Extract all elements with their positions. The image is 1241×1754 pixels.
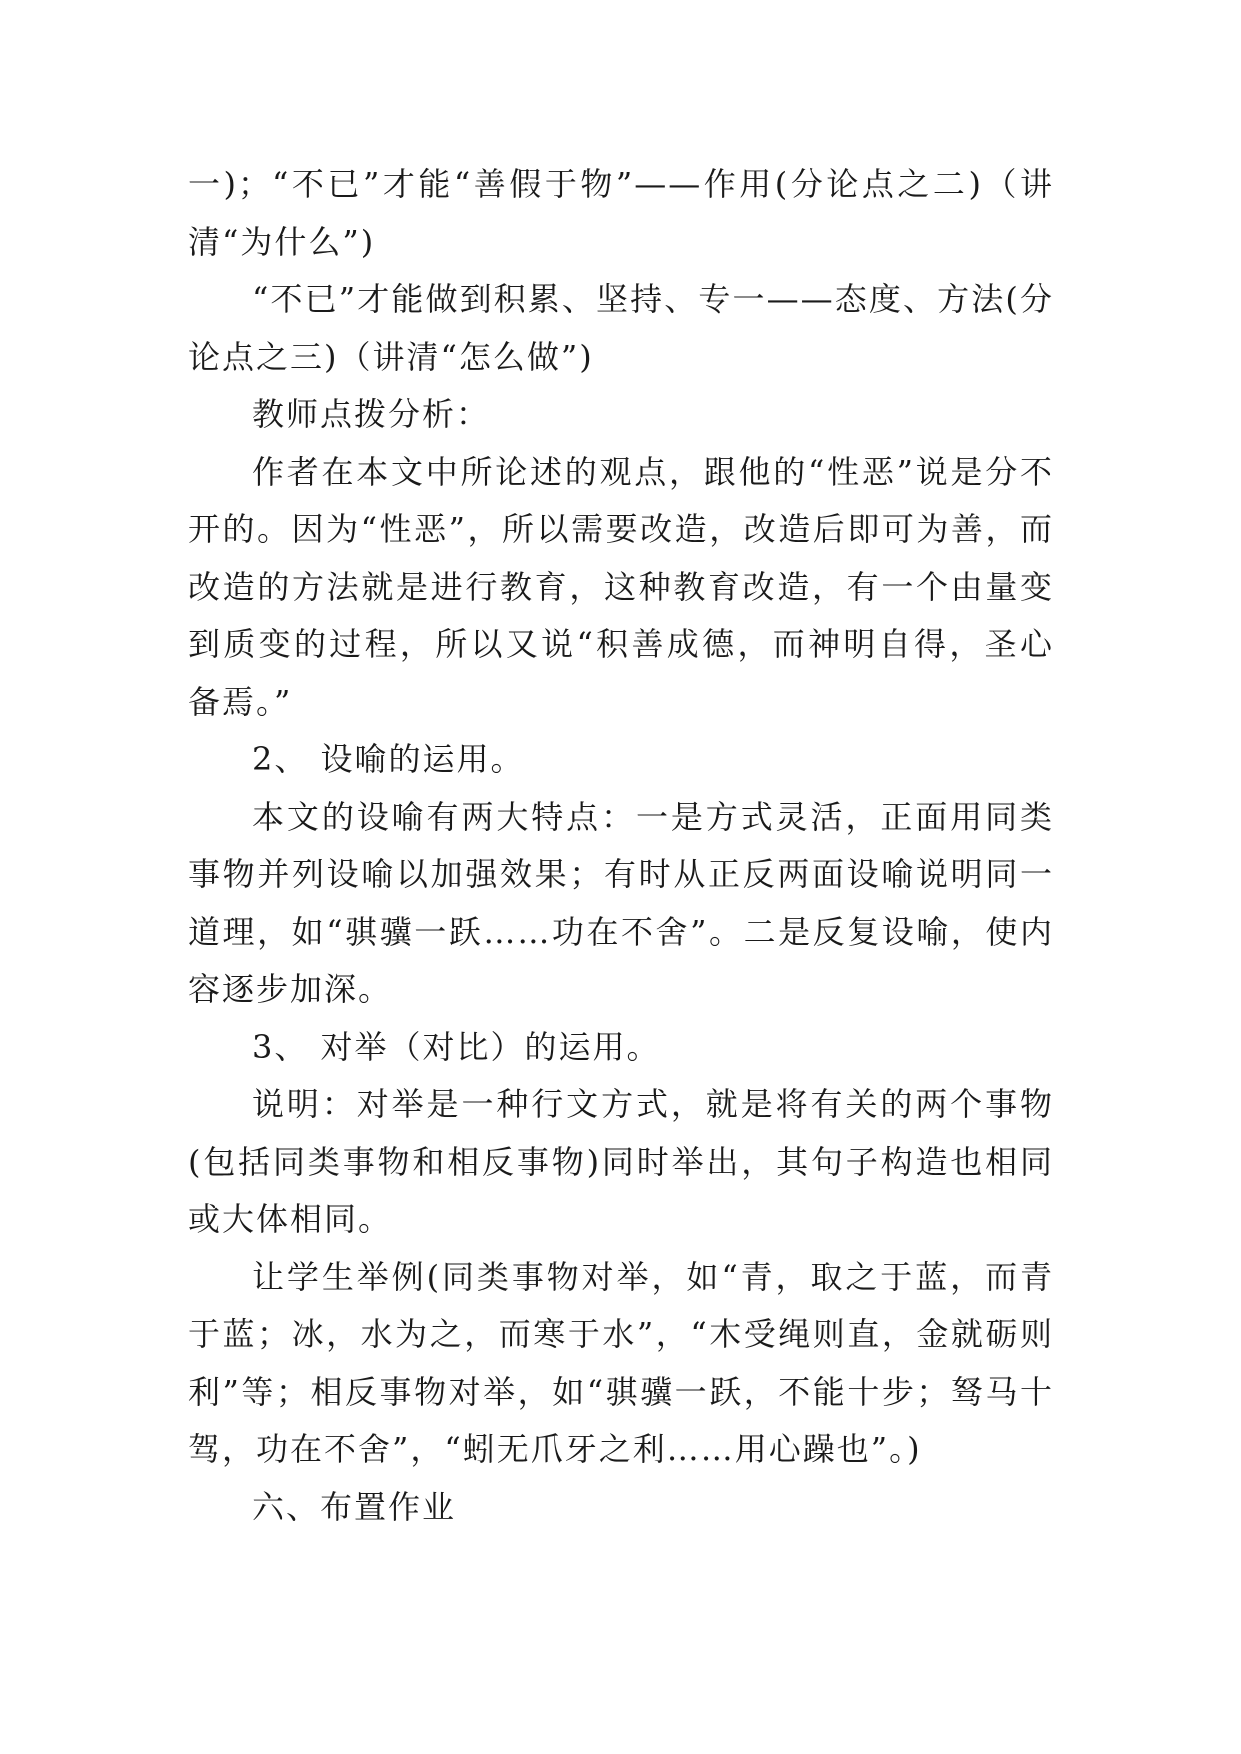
section-heading-6: 六、布置作业: [252, 1487, 457, 1526]
document-body: [188, 156, 1054, 1536]
paragraph-6: 说明：对举是一种行文方式，就是将有关的两个事物(包括同类事物和相反事物)同时举出，其句子构造也相同或大体相同。: [188, 1085, 1054, 1238]
paragraph-2: “不已”才能做到积累、坚持、专一——态度、方法(分论点之三)（讲清“怎么做”): [188, 280, 1054, 376]
paragraph-7: 让学生举例(同类事物对举，如“青，取之于蓝，而青于蓝；冰，水为之，而寒于水”，“木受绳则直，金就砺则利”等；相反事物对举，如“骐骥一跃，不能十步；驽马十驾，功在不舍”，“蚓无爪牙之利……用心躁也”。): [188, 1257, 1054, 1468]
paragraph-3: 教师点拨分析：: [252, 395, 491, 433]
paragraph-4: 作者在本文中所论述的观点，跟他的“性恶”说是分不开的。因为“性恶”，所以需要改造，改造后即可为善，而改造的方法就是进行教育，这种教育改造，有一个由量变到质变的过程，所以又说“积善成德，而神明自得，圣心备焉。”: [188, 452, 1054, 721]
paragraph-5: 本文的设喻有两大特点：一是方式灵活，正面用同类事物并列设喻以加强效果；有时从正反两面设喻说明同一道理，如“骐骥一跃……功在不舍”。二是反复设喻，使内容逐步加深。: [188, 797, 1054, 1008]
section-heading-3: 3、 对举（对比）的运用。: [252, 1027, 661, 1066]
paragraph-1: 一)；“不已”才能“善假于物”——作用(分论点之二)（讲清“为什么”): [188, 165, 1054, 261]
section-heading-2: 2、 设喻的运用。: [252, 740, 525, 778]
